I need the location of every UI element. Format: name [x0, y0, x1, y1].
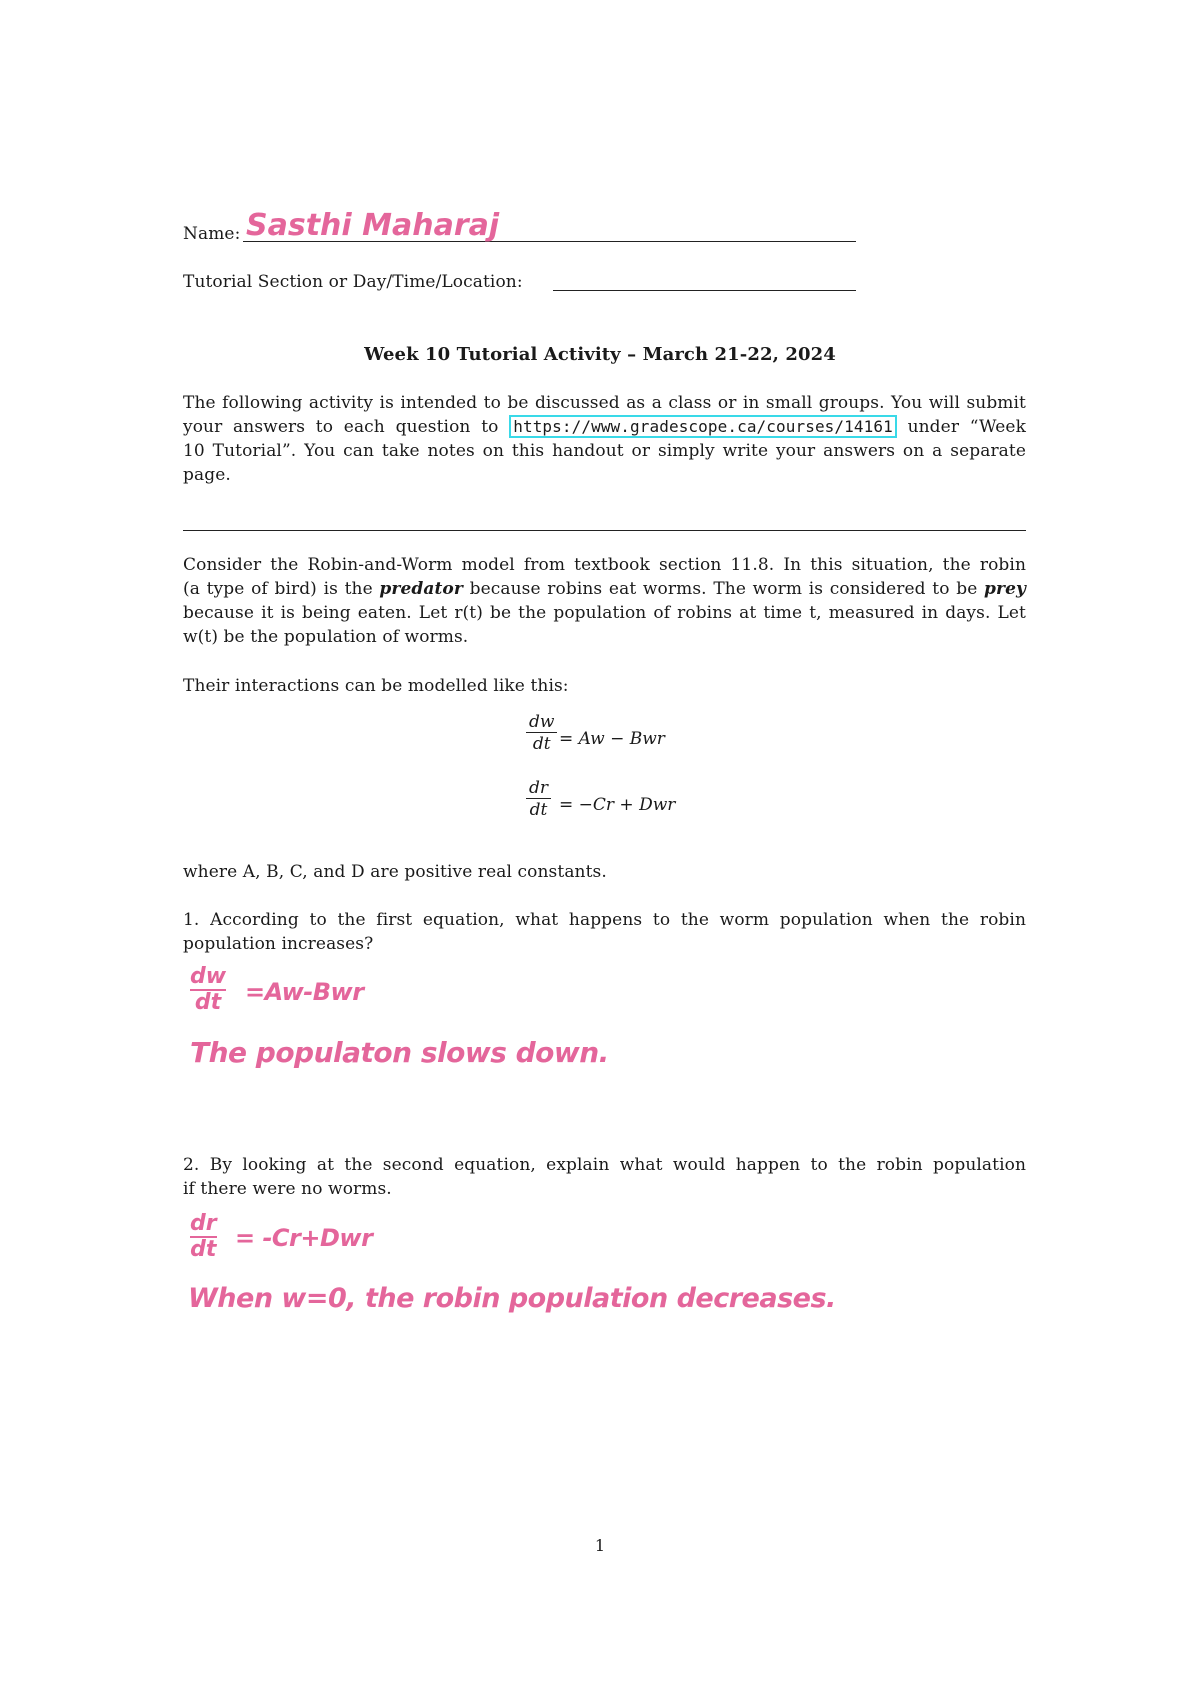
equation-2-numerator: dr [529, 778, 549, 798]
answer-2-equation: = -Cr+Dwr [235, 1224, 373, 1252]
handwritten-name: Sasthi Maharaj [246, 208, 500, 243]
page-number: 1 [594, 1536, 606, 1555]
intro-text-a: your answers to each question to [183, 417, 499, 437]
answer-2-fraction [190, 1212, 217, 1262]
section-divider [183, 530, 1026, 531]
page-title: Week 10 Tutorial Activity – March 21-22, 2024 [364, 344, 836, 365]
context-line-2 [183, 577, 1026, 601]
intro-line-1: The following activity is intended to be discussed as a class or in small groups. You will submit [183, 393, 1026, 413]
answer-1-numerator: dw [190, 964, 227, 989]
question-1-line-2: population increases? [183, 934, 374, 954]
section-label: Tutorial Section or Day/Time/Location: [183, 272, 523, 292]
answer-1-denominator: dt [194, 990, 222, 1015]
answer-1-text: The populaton slows down. [190, 1036, 609, 1069]
section-underline [553, 290, 856, 291]
answer-1-fraction [190, 965, 226, 1015]
equation-1-fraction [526, 712, 557, 755]
prey-term: prey [984, 579, 1026, 599]
equation-1-denominator: dt [532, 734, 551, 754]
gradescope-link[interactable]: https://www.gradescope.ca/courses/14161 [509, 415, 897, 438]
answer-2-text: When w=0, the robin population decreases. [188, 1283, 836, 1314]
predator-term: predator [379, 579, 463, 599]
answer-1-equation: =Aw-Bwr [245, 978, 364, 1006]
context-line-1: Consider the Robin-and-Worm model from textbook section 11.8. In this situation, the robin [183, 555, 1026, 575]
model-intro: Their interactions can be modelled like this: [183, 676, 569, 696]
intro-line-4: page. [183, 465, 231, 485]
answer-2-numerator: dr [190, 1211, 217, 1236]
answer-2-denominator: dt [190, 1237, 217, 1262]
context-line-4: w(t) be the population of worms. [183, 627, 469, 647]
question-2-line-2: if there were no worms. [183, 1179, 392, 1199]
intro-line-2 [183, 415, 1026, 439]
question-2-line-1: 2. By looking at the second equation, explain what would happen to the robin population [183, 1155, 1026, 1175]
question-1-line-1: 1. According to the first equation, what happens to the worm population when the robin [183, 910, 1026, 930]
intro-text-b: under “Week [907, 417, 1026, 437]
name-label: Name: [183, 224, 241, 244]
context-line-3: because it is being eaten. Let r(t) be the population of robins at time t, measured in days. Let [183, 603, 1026, 623]
equation-2-rhs: = −Cr + Dwr [559, 795, 676, 815]
equation-2-denominator: dt [529, 800, 548, 820]
equation-1-rhs: = Aw − Bwr [559, 729, 665, 749]
equation-2-fraction [526, 778, 551, 821]
context-text-b: because robins eat worms. The worm is considered to be [469, 579, 978, 599]
constants-note: where A, B, C, and D are positive real constants. [183, 862, 607, 882]
context-text-a: (a type of bird) is the [183, 579, 373, 599]
intro-line-3: 10 Tutorial”. You can take notes on this handout or simply write your answers on a separate [183, 441, 1026, 461]
equation-1-numerator: dw [529, 712, 555, 732]
